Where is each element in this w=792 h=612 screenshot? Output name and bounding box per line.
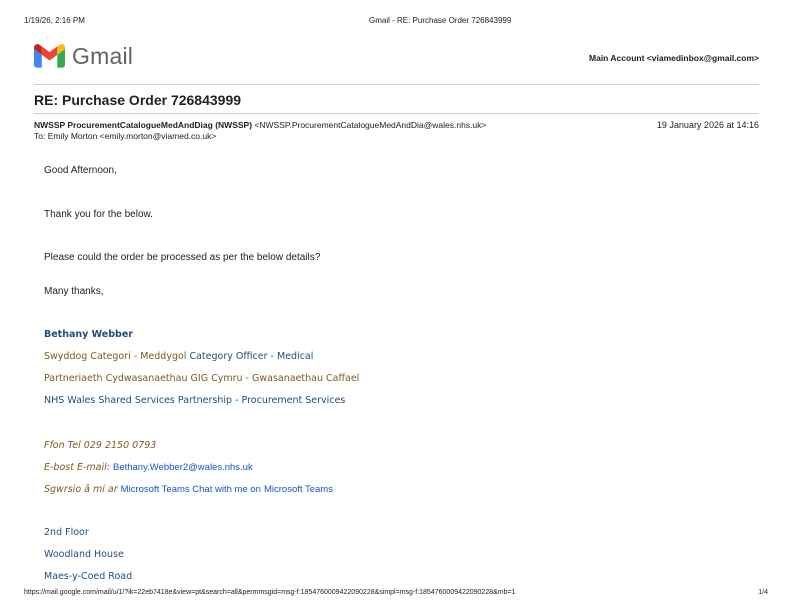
signature-phone: Ffon Tel 029 2150 0793 bbox=[44, 440, 157, 451]
signature-teams bbox=[44, 484, 333, 495]
signature-org-welsh: Partneriaeth Cydwasanaethau GIG Cymru - Gwasanaethau Caffael bbox=[44, 373, 360, 384]
role-english: Category Officer - Medical bbox=[189, 351, 314, 362]
account-label: Main Account <viamedinbox@gmail.com> bbox=[589, 53, 759, 63]
email-label: E-bost E-mail: bbox=[44, 462, 110, 473]
gmail-logo-icon[interactable] bbox=[34, 44, 65, 68]
gmail-wordmark: Gmail bbox=[72, 43, 134, 69]
print-timestamp: 1/19/26, 2:16 PM bbox=[24, 16, 85, 25]
address-line-2: Woodland House bbox=[44, 549, 124, 560]
print-page-number: 1/4 bbox=[758, 589, 768, 596]
signature-name: Bethany Webber bbox=[44, 329, 133, 340]
sender-address: <NWSSP.ProcurementCatalogueMedAndDia@wales.nhs.uk> bbox=[254, 120, 487, 130]
email-date: 19 January 2026 at 14:16 bbox=[656, 120, 759, 130]
signature-role bbox=[44, 351, 313, 362]
role-welsh: Swyddog Categori - Meddygol bbox=[44, 351, 187, 362]
signature-org-english: NHS Wales Shared Services Partnership - Procurement Services bbox=[44, 395, 346, 406]
signoff: Many thanks, bbox=[44, 286, 104, 297]
greeting: Good Afternoon, bbox=[44, 165, 117, 176]
body-line-2: Please could the order be processed as per the below details? bbox=[44, 252, 321, 263]
teams-link-2[interactable]: Microsoft Teams bbox=[263, 484, 333, 495]
address-line-3: Maes-y-Coed Road bbox=[44, 571, 133, 582]
email-to: To: Emily Morton <emily.morton@viamed.co.uk> bbox=[34, 131, 217, 141]
email-from bbox=[34, 120, 486, 130]
print-footer-url: https://mail.google.com/mail/u/1/?ik=22eb7418e&view=pt&search=all&permmsgid=msg-f:1854760009422090228&simpl=msg-f:1854760009422090228&mb=1 bbox=[24, 589, 516, 596]
address-line-1: 2nd Floor bbox=[44, 527, 89, 538]
header-divider bbox=[34, 84, 759, 85]
body-line-1: Thank you for the below. bbox=[44, 209, 153, 220]
email-link[interactable]: Bethany.Webber2@wales.nhs.uk bbox=[112, 462, 253, 473]
email-subject: RE: Purchase Order 726843999 bbox=[34, 92, 242, 108]
signature-email bbox=[44, 462, 253, 473]
print-title: Gmail - RE: Purchase Order 726843999 bbox=[369, 16, 512, 25]
sender-name: NWSSP ProcurementCatalogueMedAndDiag (NWSSP) bbox=[34, 120, 253, 130]
subject-divider bbox=[34, 113, 759, 114]
teams-link-1[interactable]: Microsoft Teams Chat with me on bbox=[120, 484, 261, 495]
teams-label: Sgwrsio â mi ar bbox=[44, 484, 118, 495]
